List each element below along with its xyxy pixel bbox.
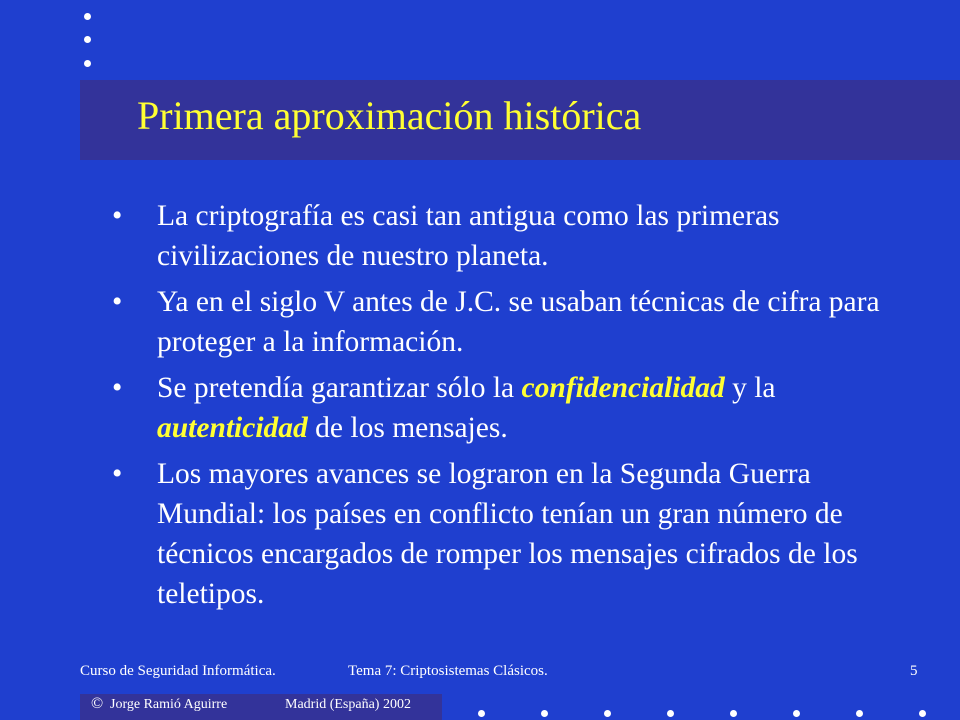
copyright-icon: © <box>91 695 104 712</box>
bullet-text-part: de los mensajes. <box>307 412 508 444</box>
footer-topic: Tema 7: Criptosistemas Clásicos. <box>348 663 548 679</box>
decorative-dot <box>478 710 485 717</box>
footer-course: Curso de Seguridad Informática. <box>80 663 276 679</box>
bullet-item <box>112 282 912 362</box>
bullet-text-part: Se pretendía garantizar sólo la <box>157 372 522 404</box>
slide-title: Primera aproximación histórica <box>137 93 642 138</box>
bullet-text: Los mayores avances se lograron en la Segunda Guerra Mundial: los países en conflicto tenían un gran número de técnicos encargados de romper los mensajes cifrados de los teletipos. <box>157 458 858 610</box>
bullet-item <box>112 454 912 614</box>
bullet-text: La criptografía es casi tan antigua como las primeras civilizaciones de nuestro planeta. <box>157 200 780 272</box>
bullet-icon: • <box>112 458 123 490</box>
decorative-dot <box>84 60 91 67</box>
bullet-list <box>112 196 912 620</box>
decorative-dot <box>604 710 611 717</box>
bullet-text-part: y la <box>724 372 776 404</box>
bullet-icon: • <box>112 372 123 404</box>
decorative-dot <box>730 710 737 717</box>
footer-author: Jorge Ramió Aguirre <box>110 697 228 712</box>
decorative-dot <box>541 710 548 717</box>
decorative-dot <box>856 710 863 717</box>
bullet-icon: • <box>112 200 123 232</box>
decorative-dot <box>919 710 926 717</box>
decorative-dot <box>84 13 91 20</box>
decorative-dot <box>84 36 91 43</box>
bullet-text: Ya en el siglo V antes de J.C. se usaban técnicas de cifra para proteger a la información. <box>157 286 880 358</box>
highlight-autenticidad: autenticidad <box>157 412 308 444</box>
bullet-icon: • <box>112 286 123 318</box>
footer-page-number: 5 <box>910 663 918 679</box>
footer-place-year: Madrid (España) 2002 <box>285 697 411 712</box>
decorative-dot <box>667 710 674 717</box>
bullet-item <box>112 196 912 276</box>
decorative-dot <box>793 710 800 717</box>
bullet-item <box>112 368 912 448</box>
highlight-confidencialidad: confidencialidad <box>521 372 725 404</box>
